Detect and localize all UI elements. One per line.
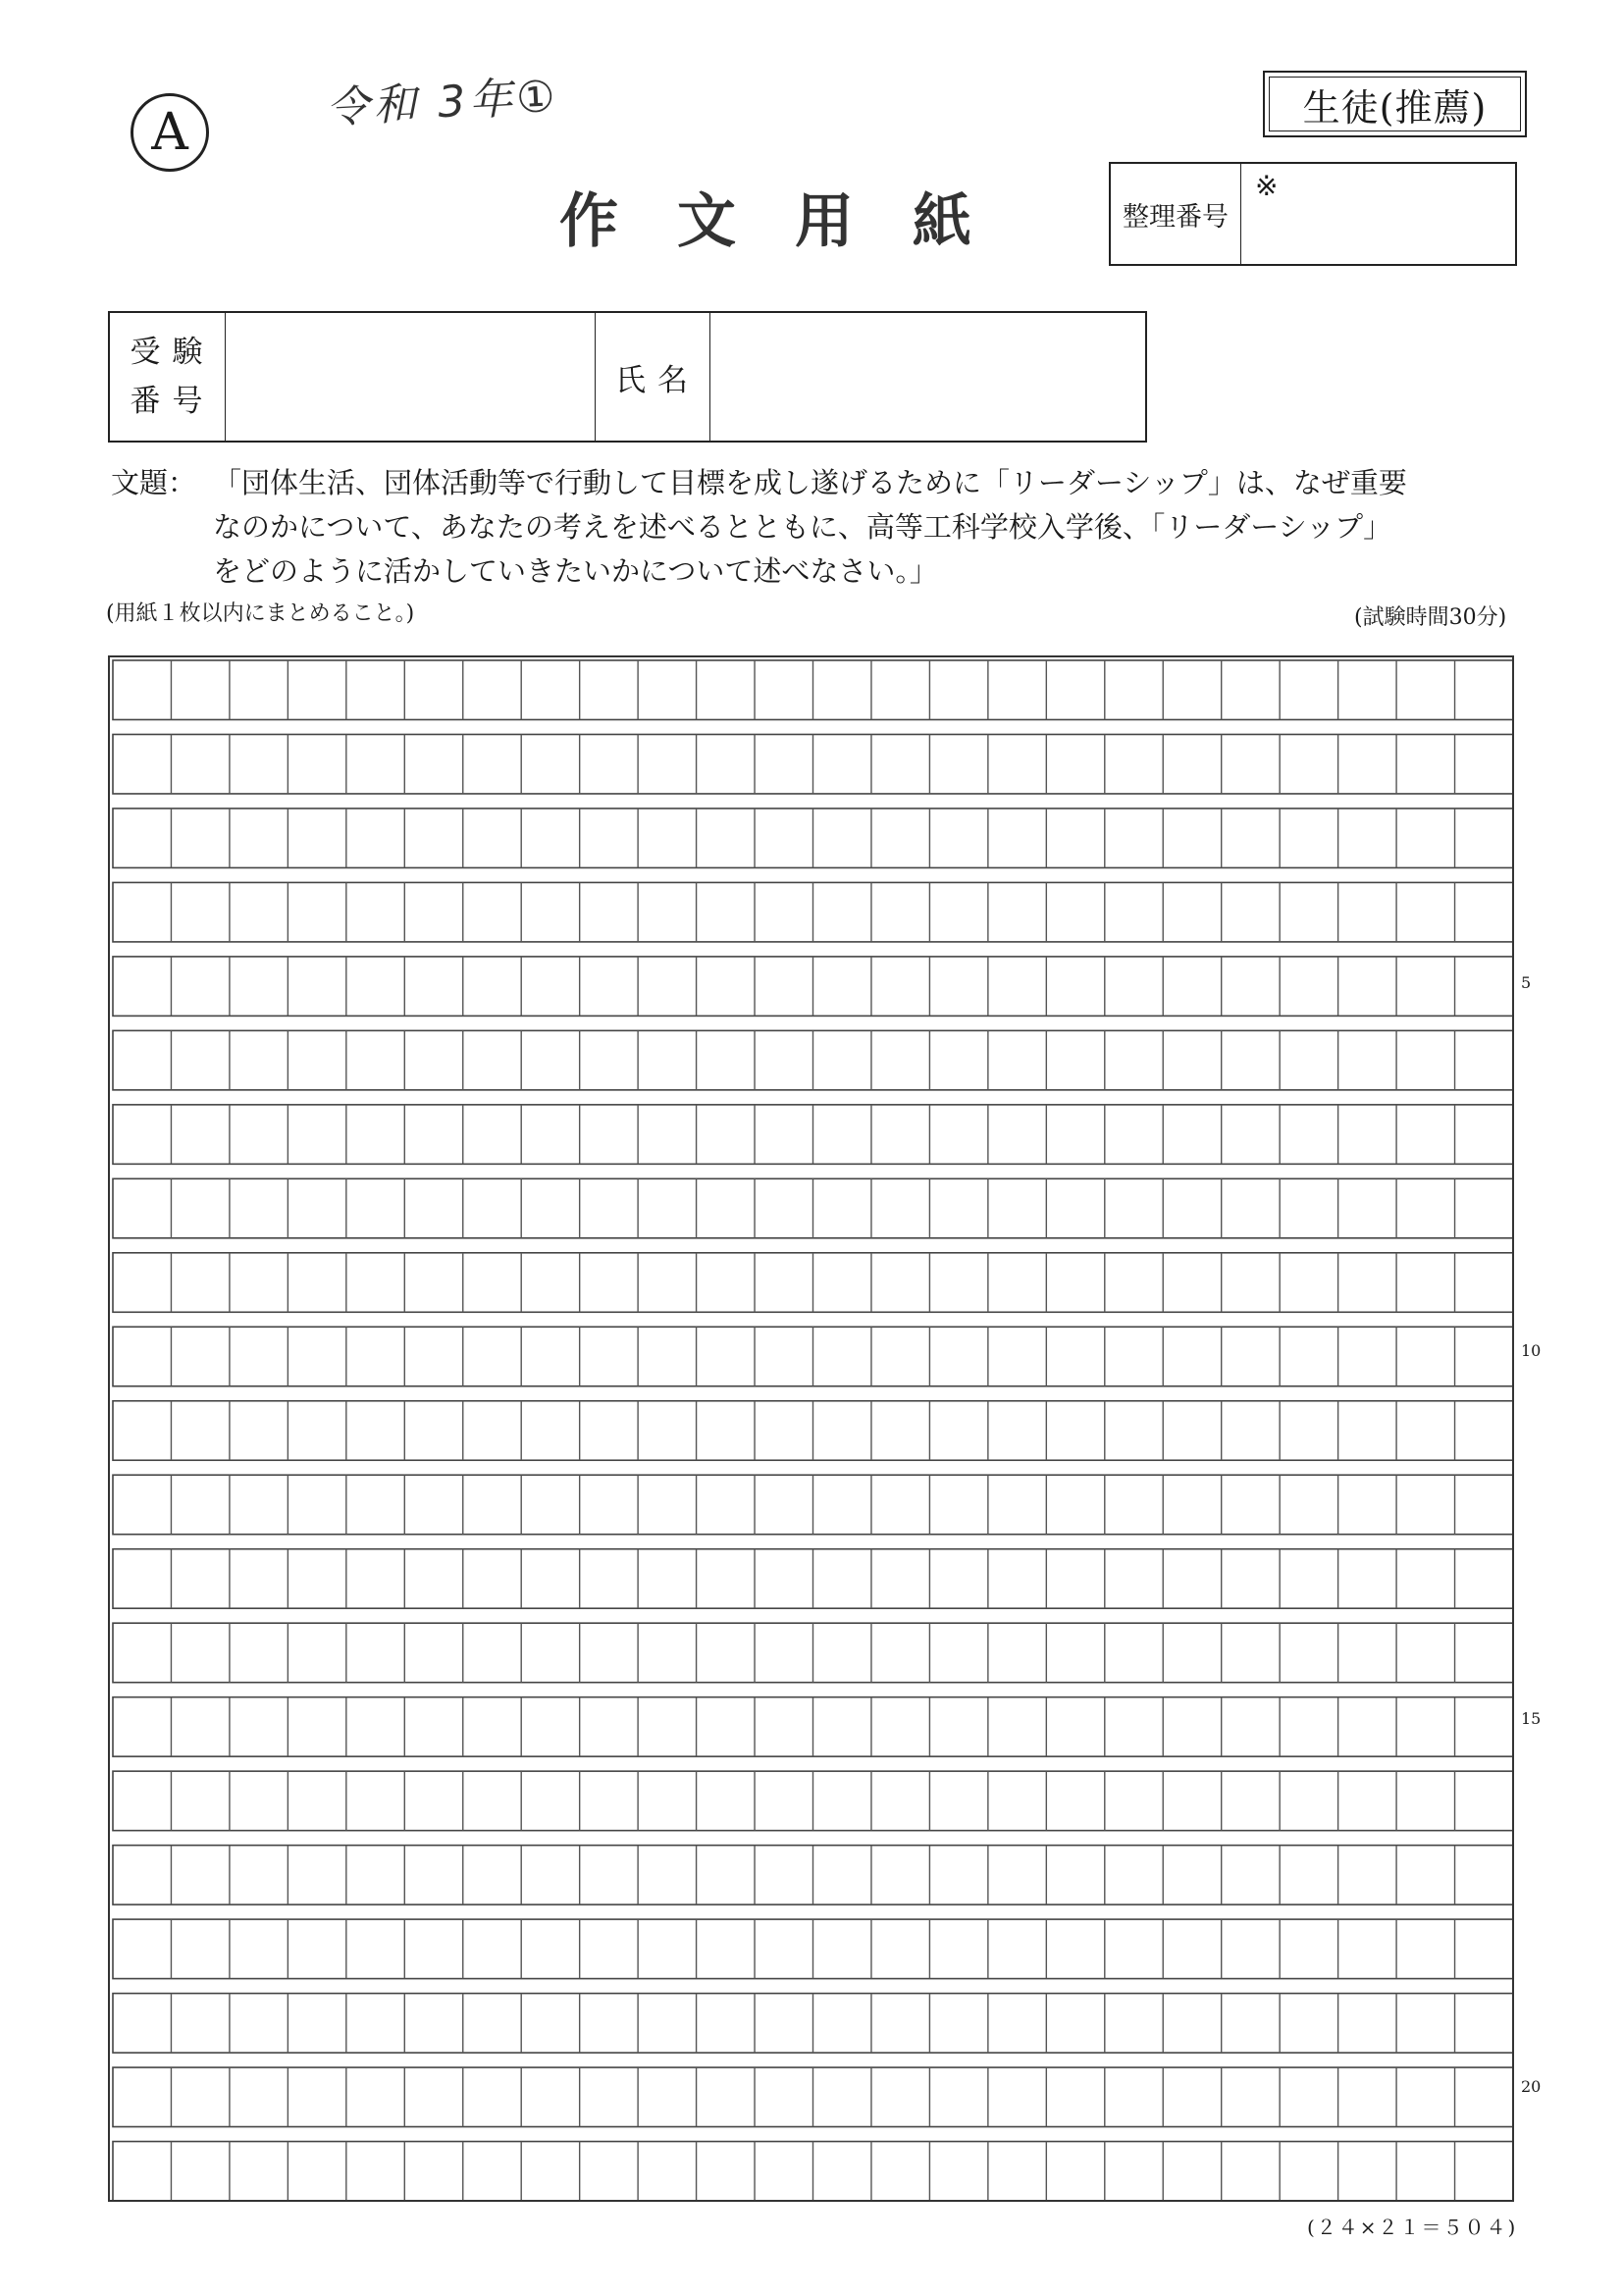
prompt-line-2: なのかについて、あなたの考えを述べるとともに、高等工科学校入学後、「リーダーシップ」 <box>213 510 1392 544</box>
name-label: 氏名 <box>596 313 710 441</box>
examinee-info-box <box>108 311 1147 443</box>
writing-grid[interactable] <box>108 655 1514 2202</box>
circled-a-marker <box>131 93 209 172</box>
category-box <box>1263 71 1527 137</box>
grid-formula: (２４×２１＝５０４) <box>1307 2216 1518 2239</box>
length-instruction: (用紙１枚以内にまとめること。) <box>106 601 415 626</box>
name-field[interactable] <box>710 313 1145 441</box>
line-number-15: 15 <box>1521 1709 1542 1728</box>
line-number-20: 20 <box>1521 2077 1542 2096</box>
exam-number-label <box>110 313 226 441</box>
page-title: 作文用紙 <box>559 187 1030 256</box>
reference-number-label: 整理番号 <box>1111 164 1241 264</box>
marker-letter: A <box>151 103 188 162</box>
reference-number-box <box>1109 162 1517 266</box>
exam-number-field[interactable] <box>226 313 596 441</box>
prompt-line-1: 「団体生活、団体活動等で行動して目標を成し遂げるために「リーダーシップ」は、なぜ重要 <box>213 466 1407 499</box>
exam-number-label-line1: 受験 <box>130 335 215 370</box>
category-label: 生徒(推薦) <box>1302 85 1488 130</box>
time-limit: (試験時間30分) <box>1354 605 1507 630</box>
reference-number-field[interactable]: ※ <box>1255 170 1279 202</box>
prompt-label: 文題： <box>111 466 197 499</box>
exam-number-label-line2: 番号 <box>130 384 215 419</box>
line-number-5: 5 <box>1521 973 1532 992</box>
line-number-10: 10 <box>1521 1341 1542 1360</box>
essay-prompt <box>111 461 1534 594</box>
prompt-text <box>213 461 1518 594</box>
prompt-line-3: をどのように活かしていきたいかについて述べなさい。」 <box>213 554 938 588</box>
handwritten-note: 令和 3年① <box>325 71 560 134</box>
